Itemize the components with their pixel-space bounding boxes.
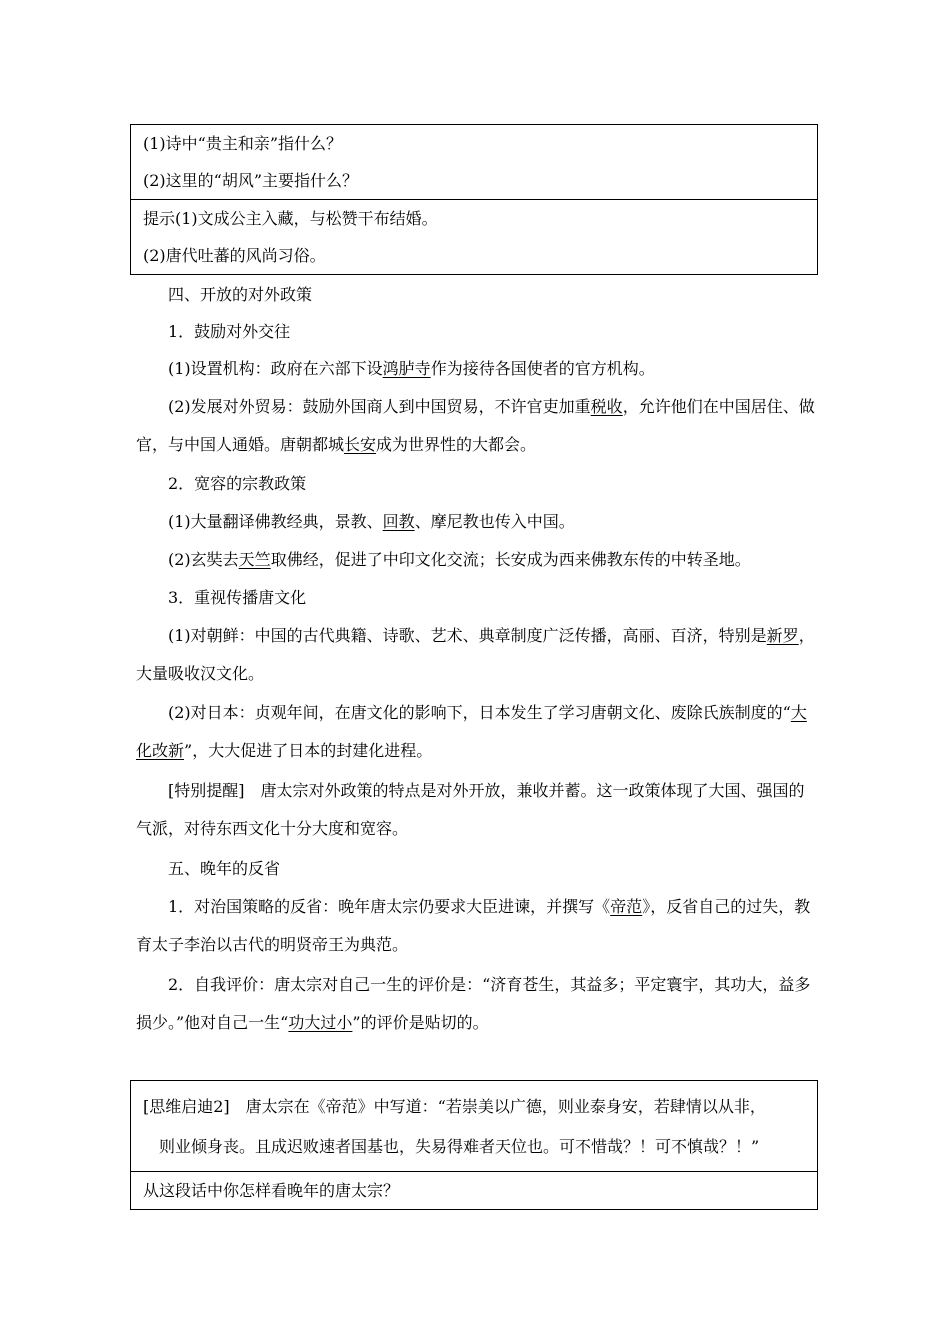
section-4-title: 四、开放的对外政策 <box>168 285 313 304</box>
paragraph-4-3-2: (2)对日本：贞观年间，在唐文化的影响下，日本发生了学习唐朝文化、废除氏族制度的“大化改新”，大大促进了日本的封建化进程。 <box>136 703 807 760</box>
key-term: 鸿胪寺 <box>382 359 431 378</box>
key-term: 回教 <box>382 512 415 531</box>
question-text: 从这段话中你怎样看晚年的唐太宗？ <box>143 1181 400 1200</box>
paragraph-4-1-2: (2)发展对外贸易：鼓励外国商人到中国贸易，不许官吏加重税收，允许他们在中国居住、做官，与中国人通婚。唐朝都城长安成为世界性的大都会。 <box>136 397 815 454</box>
key-term: 新罗 <box>766 626 799 645</box>
question-1: (1)诗中“贵主和亲”指什么？ <box>143 134 343 153</box>
section-5-title: 五、晚年的反省 <box>168 859 281 878</box>
key-term: 功大过小 <box>288 1013 353 1032</box>
key-term: 税收 <box>590 397 623 416</box>
paragraph-4-2-2: (2)玄奘去天竺取佛经，促进了中印文化交流；长安成为西来佛教东传的中转圣地。 <box>168 550 751 569</box>
special-reminder: [特别提醒] 唐太宗对外政策的特点是对外开放，兼收并蓄。这一政策体现了大国、强国的气派，对待东西文化十分大度和宽容。 <box>136 781 805 838</box>
paragraph-5-2: 2．自我评价：唐太宗对自己一生的评价是：“济育苍生，其益多；平定寰宇，其功大，益多损少。”他对自己一生“功大过小”的评价是贴切的。 <box>136 975 811 1032</box>
paragraph-4-2-1: (1)大量翻译佛教经典，景教、回教、摩尼教也传入中国。 <box>168 512 575 531</box>
answer-2: (2)唐代吐蕃的风尚习俗。 <box>143 246 326 265</box>
question-cell <box>131 125 817 200</box>
key-term: 长安 <box>344 435 377 454</box>
question-cell <box>131 1172 817 1209</box>
key-term: 天竺 <box>238 550 271 569</box>
answer-cell <box>131 200 817 274</box>
heading-4-2: 2．宽容的宗教政策 <box>168 474 307 493</box>
quote-text: [思维启迪2] 唐太宗在《帝范》中写道：“若崇美以广德，则业泰身安，若肆情以从非， 则业倾身丧。且成迟败速者国基也，失易得难者天位也。可不惜哉？！可不慎哉？！” <box>143 1097 766 1156</box>
paragraph-4-1-1: (1)设置机构：政府在六部下设鸿胪寺作为接待各国使者的官方机构。 <box>168 359 655 378</box>
key-term: 大化改新 <box>136 703 807 760</box>
paragraph-5-1: 1．对治国策略的反省：晚年唐太宗仍要求大臣进谏，并撰写《帝范》，反省自己的过失，教育太子李治以古代的明贤帝王为典范。 <box>136 897 811 954</box>
answer-1: 提示(1)文成公主入藏，与松赞干布结婚。 <box>143 209 438 228</box>
quote-cell <box>131 1081 817 1172</box>
heading-4-3: 3．重视传播唐文化 <box>168 588 307 607</box>
thinking-box-2 <box>130 1080 818 1210</box>
thinking-box-1 <box>130 124 818 275</box>
paragraph-4-3-1: (1)对朝鲜：中国的古代典籍、诗歌、艺术、典章制度广泛传播，高丽、百济，特别是新罗，大量吸收汉文化。 <box>136 626 815 683</box>
key-term: 帝范 <box>610 897 643 916</box>
heading-4-1: 1．鼓励对外交往 <box>168 322 291 341</box>
question-2: (2)这里的“胡风”主要指什么？ <box>143 171 359 190</box>
